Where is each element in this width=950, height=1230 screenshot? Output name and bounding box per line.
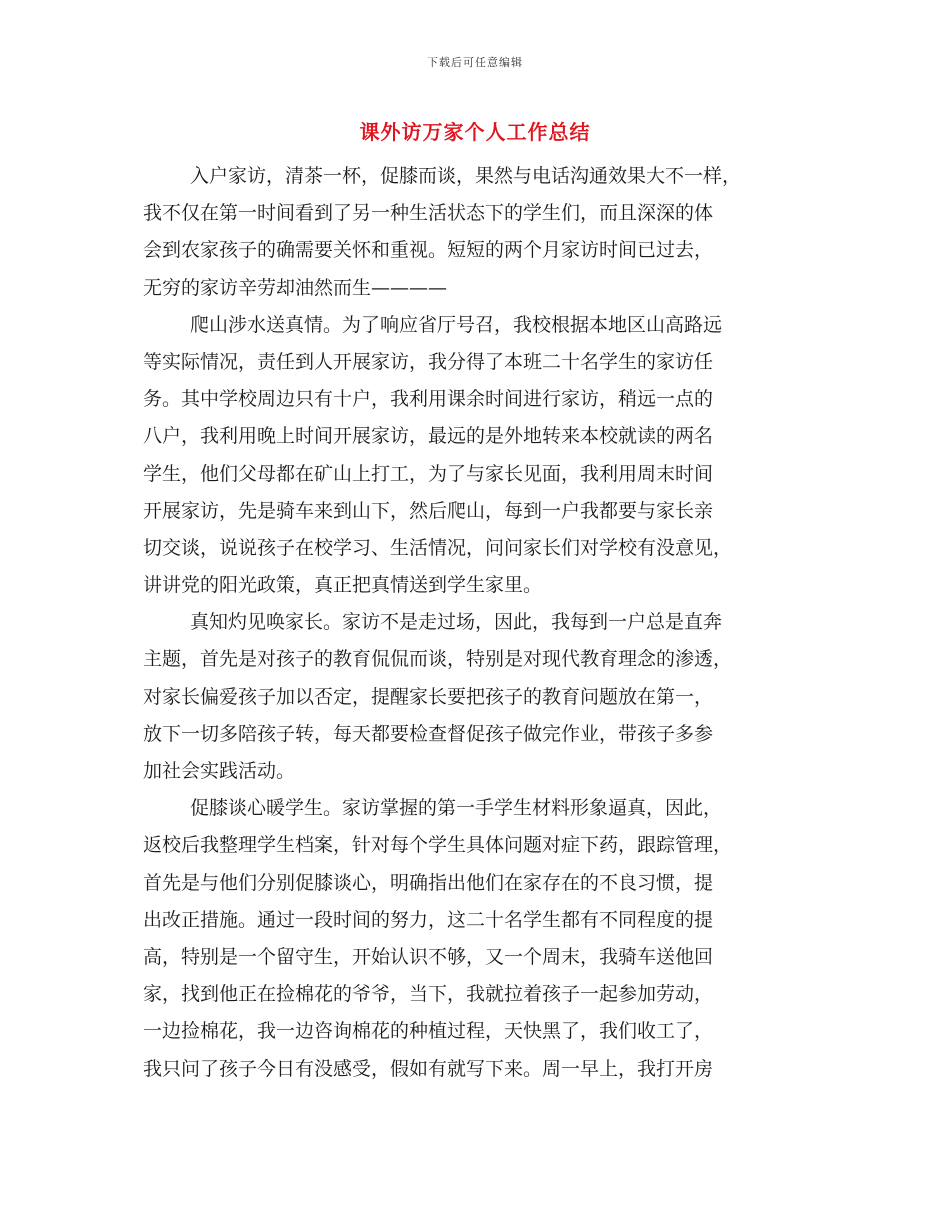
paragraph-line: 我只问了孩子今日有没感受，假如有就写下来。周一早上，我打开房 bbox=[143, 1057, 714, 1080]
paragraph-line: 等实际情况，责任到人开展家访，我分得了本班二十名学生的家访任 bbox=[143, 350, 714, 373]
paragraph-line: 务。其中学校周边只有十户，我利用课余时间进行家访，稍远一点的 bbox=[143, 388, 714, 411]
paragraph-line: 会到农家孩子的确需要关怀和重视。短短的两个月家访时间已过去， bbox=[143, 239, 714, 262]
paragraph-line: 促膝谈心暖学生。家访掌握的第一手学生材料形象逼真，因此， bbox=[190, 797, 723, 820]
paragraph-line: 入户家访，清茶一杯，促膝而谈，果然与电话沟通效果大不一样， bbox=[190, 165, 742, 187]
paragraph-line: 学生，他们父母都在矿山上打工，为了与家长见面，我利用周末时间 bbox=[143, 462, 714, 485]
paragraph-line: 无穷的家访辛劳却油然而生———— bbox=[143, 276, 448, 299]
document-body bbox=[143, 158, 811, 1088]
paragraph-line: 爬山涉水送真情。为了响应省厅号召，我校根据本地区山高路远 bbox=[190, 313, 723, 336]
paragraph-line: 放下一切多陪孩子转，每天都要检查督促孩子做完作业，带孩子多参 bbox=[143, 722, 714, 745]
paragraph-line: 一边捡棉花，我一边咨询棉花的种植过程，天快黑了，我们收工了， bbox=[143, 1020, 714, 1043]
paragraph-line: 开展家访，先是骑车来到山下，然后爬山，每到一户我都要与家长亲 bbox=[143, 499, 714, 522]
paragraph-line: 主题，首先是对孩子的教育侃侃而谈，特别是对现代教育理念的渗透， bbox=[143, 648, 733, 671]
paragraph-line: 家，找到他正在捡棉花的爷爷，当下，我就拉着孩子一起参加劳动， bbox=[143, 983, 714, 1006]
paragraph-line: 真知灼见唤家长。家访不是走过场，因此，我每到一户总是直奔 bbox=[190, 611, 723, 634]
paragraph-line: 返校后我整理学生档案，针对每个学生具体问题对症下药，跟踪管理， bbox=[143, 834, 733, 857]
paragraph-line: 我不仅在第一时间看到了另一种生活状态下的学生们，而且深深的体 bbox=[143, 202, 714, 225]
paragraph-line: 高，特别是一个留守生，开始认识不够，又一个周末，我骑车送他回 bbox=[143, 945, 714, 968]
paragraph-line: 切交谈，说说孩子在校学习、生活情况，问问家长们对学校有没意见， bbox=[143, 536, 733, 559]
document-title: 课外访万家个人工作总结 bbox=[359, 120, 591, 144]
paragraph-line: 加社会实践活动。 bbox=[143, 760, 296, 782]
paragraph-line: 对家长偏爱孩子加以否定，提醒家长要把孩子的教育问题放在第一， bbox=[143, 685, 714, 708]
paragraph-line: 出改正措施。通过一段时间的努力，这二十名学生都有不同程度的提 bbox=[143, 908, 714, 931]
paragraph-line: 八户，我利用晚上时间开展家访，最远的是外地转来本校就读的两名 bbox=[143, 425, 714, 448]
paragraph-line: 讲讲党的阳光政策，真正把真情送到学生家里。 bbox=[143, 574, 543, 597]
header-note: 下载后可任意编辑 bbox=[427, 56, 523, 69]
paragraph-line: 首先是与他们分别促膝谈心，明确指出他们在家存在的不良习惯，提 bbox=[143, 871, 714, 894]
